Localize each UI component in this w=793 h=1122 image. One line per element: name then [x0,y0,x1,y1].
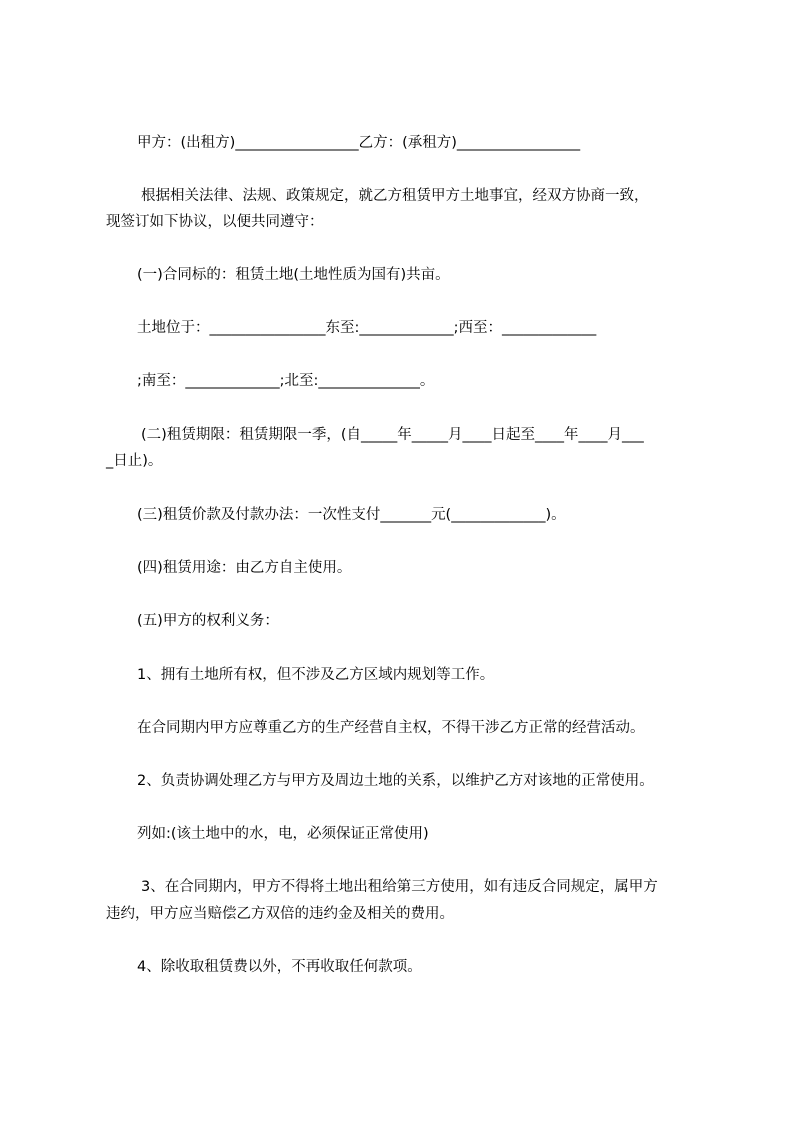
item-2-note: 列如:(该土地中的水，电，必须保证正常使用) [137,826,429,842]
location-line-2: ;南至：_____________;北至:______________。 [137,373,435,389]
location-line-1: 土地位于：________________东至:_____________;西至：_____________ [137,320,597,336]
clause-1: (一)合同标的：租赁土地(土地性质为国有)共亩。 [137,267,450,283]
clause-4: (四)租赁用途：由乙方自主使用。 [137,560,352,576]
clause-2-line-1: (二)租赁期限：租赁期限一季，(自_____年_____月____日起至____年____月___ [141,427,644,443]
item-1: 1、拥有土地所有权，但不涉及乙方区域内规划等工作。 [137,667,495,683]
item-4: 4、除收取租赁费以外，不再收取任何款项。 [137,959,422,975]
preamble-line-2: 现签订如下协议，以便共同遵守： [106,214,324,230]
parties-line: 甲方：(出租方)_________________乙方：(承租方)_________________ [137,135,581,151]
item-2: 2、负责协调处理乙方与甲方及周边土地的关系，以维护乙方对该地的正常使用。 [137,773,654,789]
clause-5: (五)甲方的权利义务： [137,613,279,629]
preamble-line-1: 根据相关法律、法规、政策规定，就乙方租赁甲方土地事宜，经双方协商一致， [141,188,649,204]
item-3-line-1: 3、在合同期内，甲方不得将土地出租给第三方使用，如有违反合同规定，属甲方 [141,879,658,895]
item-3-line-2: 违约，甲方应当赔偿乙方双倍的违约金及相关的费用。 [106,906,454,922]
item-1-note: 在合同期内甲方应尊重乙方的生产经营自主权，不得干涉乙方正常的经营活动。 [137,720,645,736]
clause-2-line-2: _日止)。 [106,453,163,469]
clause-3: (三)租赁价款及付款办法：一次性支付_______元(_____________)。 [137,507,566,523]
